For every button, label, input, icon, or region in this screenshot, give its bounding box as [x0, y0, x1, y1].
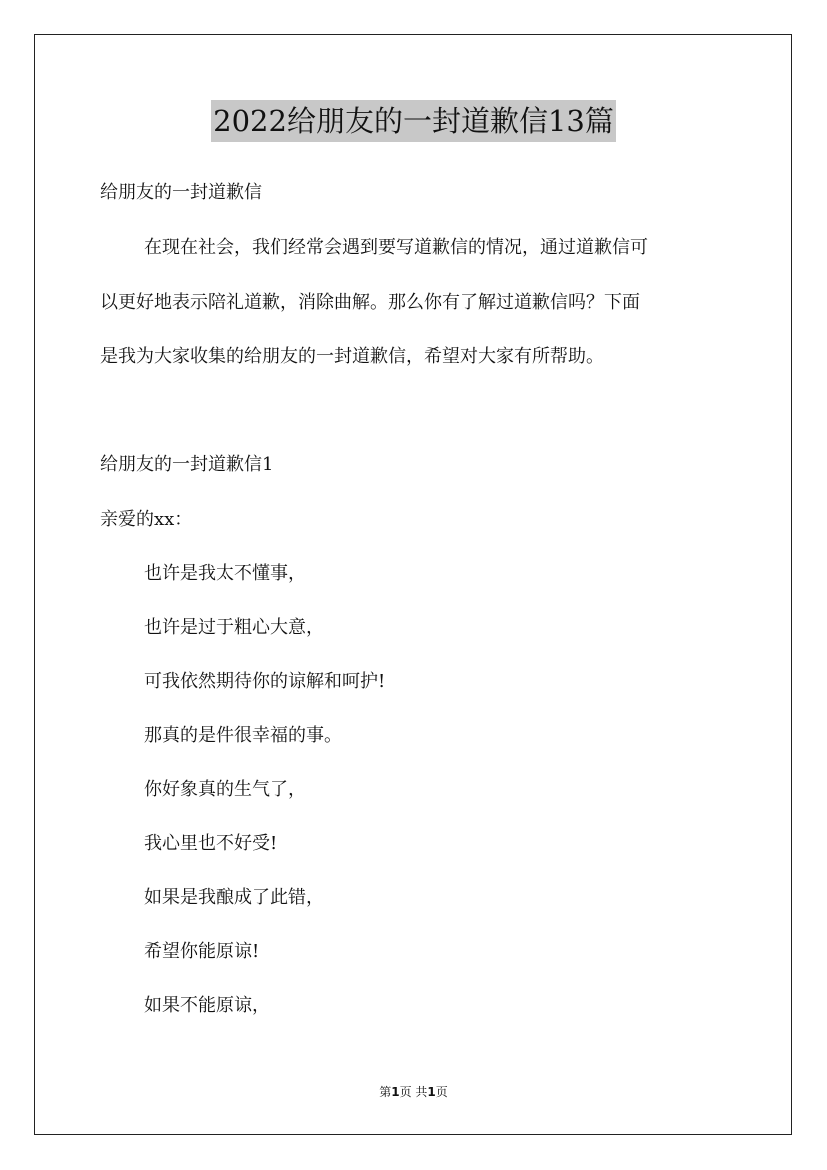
footer-page-suffix: 页	[399, 1085, 412, 1099]
intro-line-1: 在现在社会，我们经常会遇到要写道歉信的情况，通过道歉信可	[144, 237, 648, 258]
intro-line-3: 是我为大家收集的给朋友的一封道歉信，希望对大家有所帮助。	[100, 346, 604, 367]
body-line: 也许是我太不懂事，	[144, 563, 306, 584]
body-line: 那真的是件很幸福的事。	[144, 725, 342, 746]
salutation: 亲爱的xx：	[100, 509, 193, 530]
body-line: 我心里也不好受!	[144, 833, 278, 854]
intro-line-2: 以更好地表示陪礼道歉，消除曲解。那么你有了解过道歉信吗？下面	[100, 292, 640, 313]
page-footer	[0, 1084, 827, 1100]
body-line: 希望你能原谅!	[144, 941, 260, 962]
body-line: 如果是我酿成了此错，	[144, 887, 324, 908]
body-line: 也许是过于粗心大意，	[144, 617, 324, 638]
footer-total-prefix: 共	[415, 1085, 428, 1099]
body-line: 你好象真的生气了，	[144, 779, 306, 800]
section-heading: 给朋友的一封道歉信1	[100, 454, 274, 475]
document-title: 2022给朋友的一封道歉信13篇	[211, 100, 616, 142]
subtitle: 给朋友的一封道歉信	[100, 182, 262, 203]
body-line: 如果不能原谅，	[144, 995, 270, 1016]
footer-prefix: 第	[379, 1085, 392, 1099]
body-line: 可我依然期待你的谅解和呵护!	[144, 671, 386, 692]
footer-total-suffix: 页	[435, 1085, 448, 1099]
footer-page-number: 1	[391, 1085, 400, 1099]
footer-total-pages: 1	[427, 1085, 436, 1099]
title-container	[0, 100, 827, 142]
